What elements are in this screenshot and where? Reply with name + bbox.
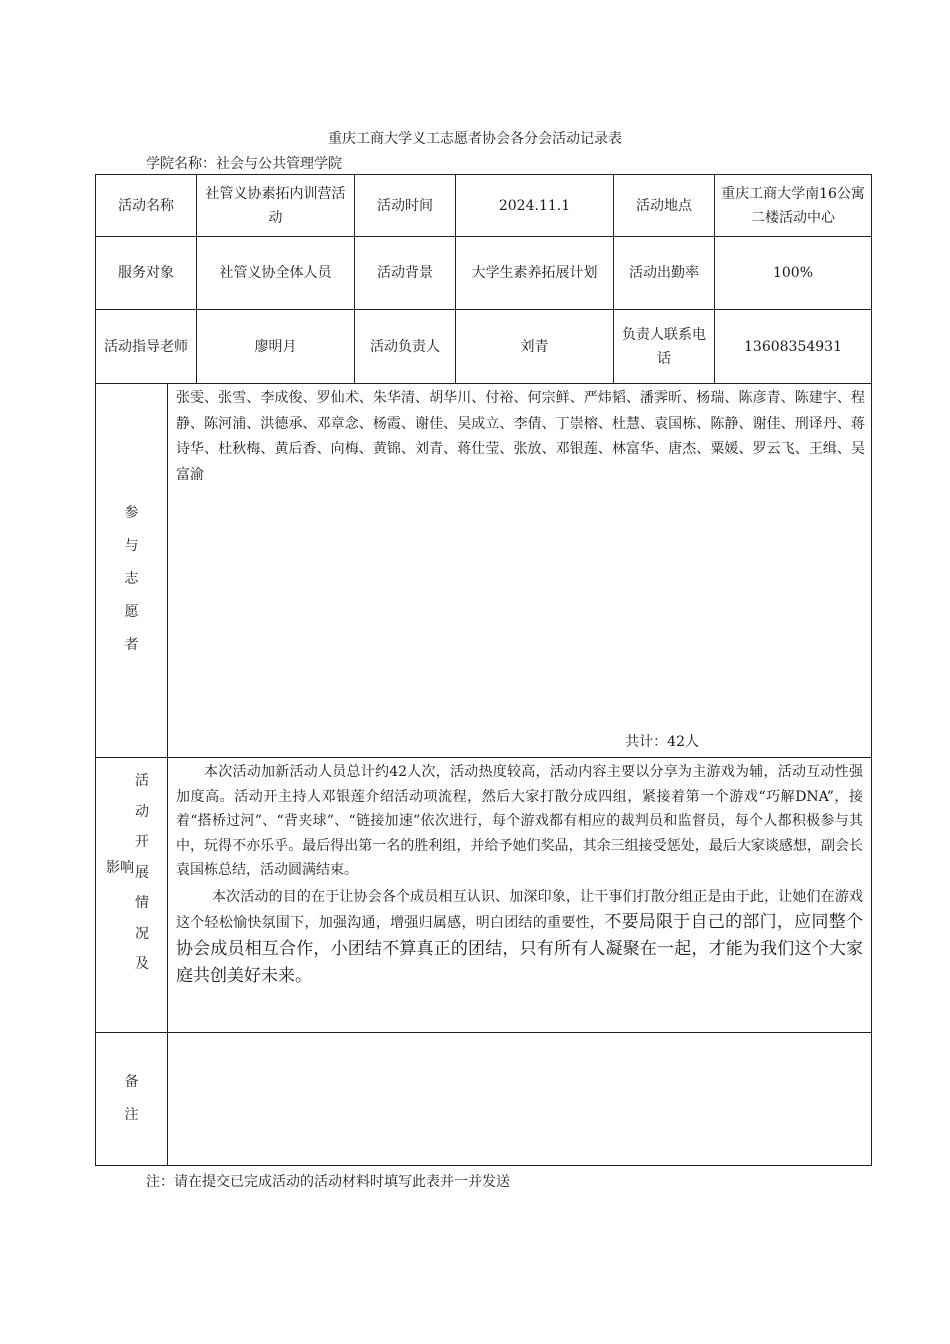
activity-background-value: 大学生素养拓展计划 bbox=[456, 237, 614, 310]
activity-label-extra: 影响 bbox=[106, 860, 134, 876]
service-target-label: 服务对象 bbox=[96, 237, 197, 310]
college-name: 学院名称：社会与公共管理学院 bbox=[146, 156, 342, 172]
activity-label: 活动开展情况及 bbox=[135, 773, 149, 972]
volunteers-label-cell bbox=[96, 384, 168, 758]
row-activity-info bbox=[96, 175, 872, 237]
row-service-info bbox=[96, 237, 872, 310]
volunteer-total: 共计：42人 bbox=[625, 734, 699, 750]
volunteers-label: 参与志愿者 bbox=[124, 505, 139, 653]
description-paragraph-1: 本次活动加新活动人员总计约42人次，活动热度较高，活动内容主要以分享为主游戏为辅，活动互动性强加度高。活动开主持人邓银莲介绍活动项流程，然后大家打散分成四组，紧接着第一个游戏“巧解DNA”，接着“搭桥过河”、“背夹球”、“链接加速”依次进行，每个游戏都有相应的裁判员和监督员，每个人都积极参与其中，玩得不亦乐乎。最后得出第一名的胜利组，并给予她们奖品，其余三组接受惩处，最后大家谈感想，副会长袁国栋总结，活动圆满结束。 bbox=[176, 764, 863, 878]
description-paragraph-2-normal: 本次活动的目的在于让协会各个成员相互认识、加深印象，让干事们打散分组正是由于此，让她们在游戏这个轻松愉快氛围下，加强沟通，增强归属感，明白团结的重要性， bbox=[176, 888, 863, 931]
activity-name-label: 活动名称 bbox=[96, 175, 197, 237]
description-paragraph-2-large: 不要局限于自己的部门，应同整个协会成员相互合作，小团结不算真正的团结，只有所有人凝聚在一起，才能为我们这个大家庭共创美好未来。 bbox=[176, 912, 864, 986]
footer-note: 注：请在提交已完成活动的活动材料时填写此表并一并发送 bbox=[146, 1174, 510, 1190]
remarks-label: 备注 bbox=[124, 1074, 139, 1123]
activity-time-value: 2024.11.1 bbox=[456, 175, 614, 237]
attendance-label: 活动出勤率 bbox=[614, 237, 715, 310]
row-people-info bbox=[96, 310, 872, 384]
volunteer-names: 张雯、张雪、李成俊、罗仙术、朱华清、胡华川、付裕、何宗鲜、严炜韬、潘霁昕、杨瑞、陈彦青、陈建宇、程静、陈河浦、洪德承、邓章念、杨霞、谢佳、吴成立、李倩、丁崇榕、杜慧、袁国栋、陈静、谢佳、刑译丹、蒋诗华、杜秋梅、黄后香、向梅、黄锦、刘青、蒋仕莹、张放、邓银莲、林富华、唐杰、粟媛、罗云飞、王缉、吴富渝 bbox=[176, 390, 865, 483]
activity-place-label: 活动地点 bbox=[614, 175, 715, 237]
leader-label: 活动负责人 bbox=[355, 310, 456, 384]
activity-background-label: 活动背景 bbox=[355, 237, 456, 310]
form-title: 重庆工商大学义工志愿者协会各分会活动记录表 bbox=[328, 131, 622, 147]
phone-value: 13608354931 bbox=[715, 310, 872, 384]
activity-record-table bbox=[95, 174, 872, 1166]
row-remarks bbox=[96, 1033, 872, 1166]
activity-name-value: 社管义协素拓内训营活动 bbox=[197, 175, 355, 237]
remarks-label-cell bbox=[96, 1033, 168, 1166]
attendance-value: 100% bbox=[715, 237, 872, 310]
volunteers-cell bbox=[168, 384, 872, 758]
phone-label: 负责人联系电话 bbox=[614, 310, 715, 384]
leader-value: 刘青 bbox=[456, 310, 614, 384]
remarks-value bbox=[168, 1033, 872, 1166]
description-paragraph-2 bbox=[176, 885, 863, 991]
advisor-value: 廖明月 bbox=[197, 310, 355, 384]
service-target-value: 社管义协全体人员 bbox=[197, 237, 355, 310]
activity-place-value: 重庆工商大学南16公寓二楼活动中心 bbox=[715, 175, 872, 237]
row-activity-description bbox=[96, 758, 872, 1033]
advisor-label: 活动指导老师 bbox=[96, 310, 197, 384]
activity-description-cell bbox=[168, 758, 872, 1033]
activity-label-cell bbox=[96, 758, 168, 1033]
row-volunteers bbox=[96, 384, 872, 758]
activity-time-label: 活动时间 bbox=[355, 175, 456, 237]
